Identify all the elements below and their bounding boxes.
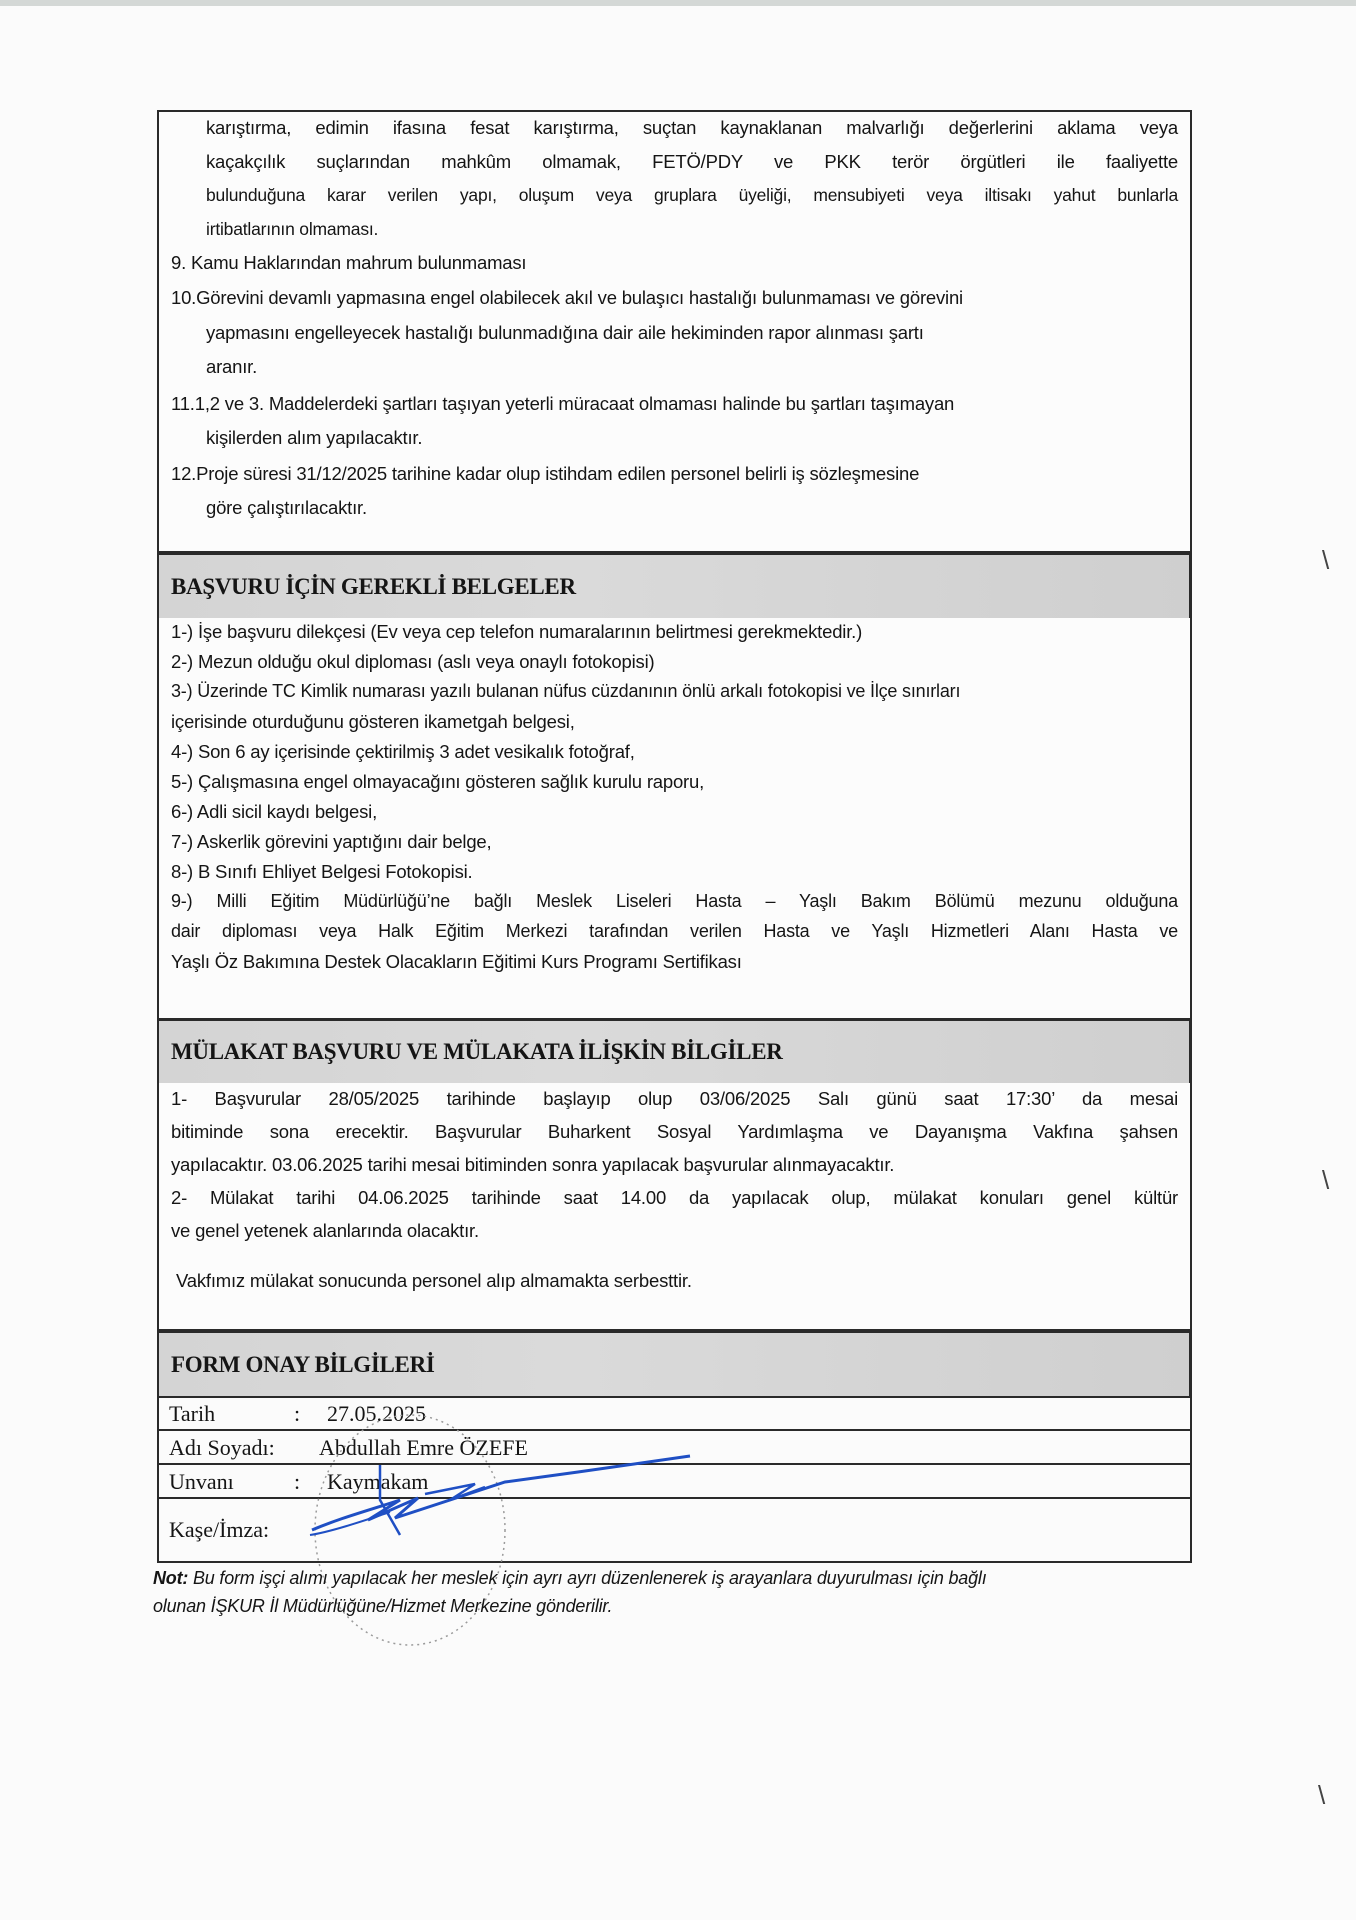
requirement-line: kaçakçılık suçlarından mahkûm olmamak, FETÖ/PDY ve PKK terör örgütleri ile faaliyette: [206, 151, 1178, 172]
name-label: Adı Soyadı:: [169, 1435, 275, 1460]
title-label: Unvanı: [169, 1469, 234, 1494]
document-item: 7-) Askerlik görevini yaptığını dair belge,: [171, 831, 492, 852]
interview-line: 2- Mülakat tarihi 04.06.2025 tarihinde saat 14.00 da yapılacak olup, mülakat konuları genel kültür: [171, 1187, 1178, 1208]
documents-header: BAŞVURU İÇİN GEREKLİ BELGELER: [157, 553, 1192, 620]
requirement-item-11: 11.1,2 ve 3. Maddelerdeki şartları taşıyan yeterli müracaat olmaması halinde bu şartları taşımayan: [171, 393, 955, 414]
requirement-line: göre çalıştırılacaktır.: [206, 497, 367, 518]
approval-header: FORM ONAY BİLGİLERİ: [157, 1331, 1192, 1398]
document-item: 2-) Mezun olduğu okul diploması (aslı veya onaylı fotokopisi): [171, 651, 655, 672]
title-colon: :: [294, 1469, 301, 1494]
requirement-line: kişilerden alım yapılacaktır.: [206, 427, 423, 448]
interview-header: MÜLAKAT BAŞVURU VE MÜLAKATA İLİŞKİN BİLGİLER: [157, 1019, 1192, 1085]
title-value: Kaymakam: [327, 1469, 429, 1494]
requirement-line: yapmasını engelleyecek hastalığı bulunmadığına dair aile hekiminden rapor alınması şartı: [206, 322, 924, 343]
date-label: Tarih: [169, 1401, 216, 1426]
requirement-line: karıştırma, edimin ifasına fesat karıştırma, suçtan kaynaklanan malvarlığı değerlerini aklama veya: [206, 117, 1178, 138]
name-value: Abdullah Emre ÖZEFE: [319, 1435, 528, 1460]
interview-closing: Vakfımız mülakat sonucunda personel alıp almamakta serbesttir.: [176, 1270, 692, 1291]
interview-line: bitiminde sona erecektir. Başvurular Buharkent Sosyal Yardımlaşma ve Dayanışma Vakfına şahsen: [171, 1121, 1178, 1142]
scan-mark: \: [1322, 1165, 1330, 1195]
footnote-line-1: [153, 1568, 987, 1589]
requirement-item-10: 10.Görevini devamlı yapmasına engel olabilecek akıl ve bulaşıcı hastalığı bulunmaması ve görevini: [171, 287, 963, 308]
requirement-line: aranır.: [206, 356, 258, 377]
document-item: 1-) İşe başvuru dilekçesi (Ev veya cep telefon numaralarının belirtmesi gerekmektedir.): [171, 621, 863, 642]
scan-mark: \: [1322, 545, 1330, 575]
document-item: 4-) Son 6 ay içerisinde çektirilmiş 3 adet vesikalık fotoğraf,: [171, 741, 635, 762]
interview-line: ve genel yetenek alanlarında olacaktır.: [171, 1220, 479, 1241]
stamp-label: Kaşe/İmza:: [169, 1517, 270, 1542]
signature-stamp-image: [300, 1400, 720, 1660]
note-prefix: Not:: [153, 1568, 189, 1588]
documents-box: [157, 618, 1192, 1020]
requirements-box: [157, 110, 1192, 553]
requirement-item-9: 9. Kamu Haklarından mahrum bulunmaması: [171, 252, 527, 273]
interview-line: 1- Başvurular 28/05/2025 tarihinde başlayıp olup 03/06/2025 Salı günü saat 17:30’ da mesai: [171, 1088, 1178, 1109]
date-colon: :: [294, 1401, 301, 1426]
requirement-item-12: 12.Proje süresi 31/12/2025 tarihine kadar olup istihdam edilen personel belirli iş sözleşmesine: [171, 463, 920, 484]
document-item: 6-) Adli sicil kaydı belgesi,: [171, 801, 378, 822]
document-item: 5-) Çalışmasına engel olmayacağını gösteren sağlık kurulu raporu,: [171, 771, 705, 792]
interview-box: [157, 1083, 1192, 1331]
document-item: 8-) B Sınıfı Ehliyet Belgesi Fotokopisi.: [171, 861, 473, 882]
scan-edge: [0, 0, 1356, 6]
footnote-line-2: olunan İŞKUR İl Müdürlüğüne/Hizmet Merkezine gönderilir.: [153, 1596, 613, 1616]
document-item: 9-) Milli Eğitim Müdürlüğü’ne bağlı Meslek Liseleri Hasta – Yaşlı Bakım Bölümü mezunu olduğuna: [171, 891, 1178, 911]
document-item: içerisinde oturduğunu gösteren ikametgah belgesi,: [171, 711, 575, 732]
requirement-line: irtibatlarının olmaması.: [206, 219, 379, 239]
note-text: Bu form işçi alımı yapılacak her meslek için ayrı ayrı düzenlenerek iş arayanlara duyurulması için bağlı: [188, 1568, 987, 1588]
document-item: 3-) Üzerinde TC Kimlik numarası yazılı bulanan nüfus cüzdanının önlü arkalı fotokopisi ve İlçe sınırları: [171, 681, 961, 701]
document-item: Yaşlı Öz Bakımına Destek Olacakların Eğitimi Kurs Programı Sertifikası: [171, 951, 742, 972]
requirement-line: bulunduğuna karar verilen yapı, oluşum veya gruplara üyeliği, mensubiyeti veya iltisakı yahut bunlarla: [206, 185, 1178, 205]
interview-line: yapılacaktır. 03.06.2025 tarihi mesai bitiminden sonra yapılacak başvurular alınmayacaktır.: [171, 1154, 895, 1175]
date-value: 27.05.2025: [327, 1401, 426, 1426]
document-item: dair diploması veya Halk Eğitim Merkezi tarafından verilen Hasta ve Yaşlı Hizmetleri Alanı Hasta ve: [171, 921, 1178, 941]
scan-mark: \: [1318, 1780, 1326, 1810]
